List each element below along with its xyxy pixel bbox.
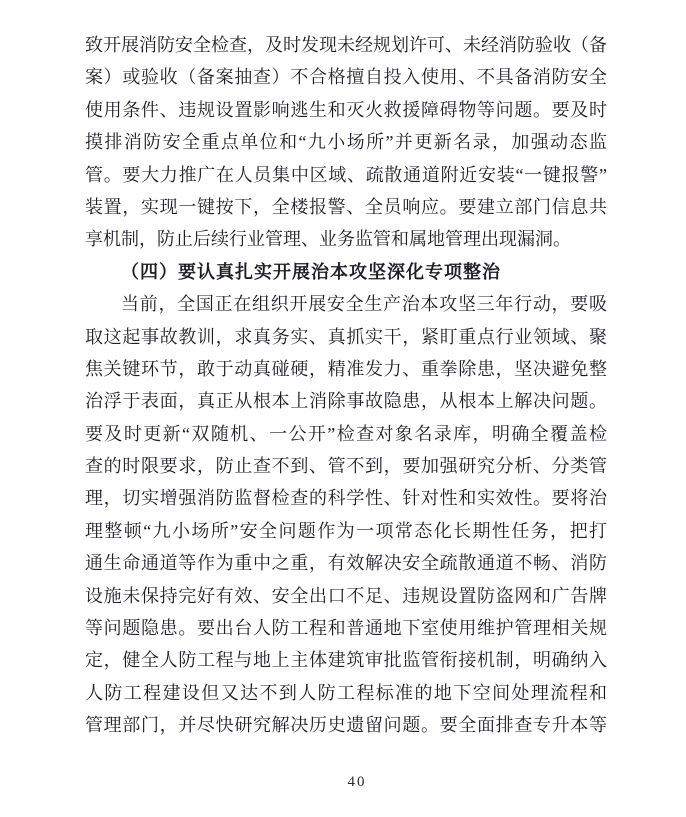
body-text-line: 等问题隐患。要出台人防工程和普通地下室使用维护管理相关规 bbox=[85, 618, 607, 639]
body-text-line: 管。要大力推广在人员集中区域、疏散通道附近安装“一键报警” bbox=[85, 164, 607, 185]
body-text-line: 当前，全国正在组织开展安全生产治本攻坚三年行动，要吸 bbox=[121, 294, 607, 315]
body-text-line: 定，健全人防工程与地上主体建筑审批监管衔接机制，明确纳入 bbox=[85, 650, 607, 671]
body-text-line: 取这起事故教训，求真务实、真抓实干，紧盯重点行业领域、聚 bbox=[85, 326, 607, 347]
body-text-line: 管理部门，并尽快研究解决历史遗留问题。要全面排查专升本等 bbox=[85, 715, 607, 736]
body-text-line: 理整顿“九小场所”安全问题作为一项常态化长期性任务，把打 bbox=[85, 520, 607, 541]
body-text-line: 设施未保持完好有效、安全出口不足、违规设置防盗网和广告牌 bbox=[85, 585, 607, 606]
body-text-line: 享机制，防止后续行业管理、业务监管和属地管理出现漏洞。 bbox=[85, 229, 571, 250]
page-number: 40 bbox=[347, 774, 367, 790]
body-text-line: 通生命通道等作为重中之重，有效解决安全疏散通道不畅、消防 bbox=[85, 553, 607, 574]
body-text-line: 焦关键环节，敢于动真碰硬，精准发力、重拳除患，坚决避免整 bbox=[85, 358, 607, 379]
body-text-line: 查的时限要求，防止查不到、管不到，要加强研究分析、分类管 bbox=[85, 456, 607, 477]
body-text-line: 案）或验收（备案抽查）不合格擅自投入使用、不具备消防安全 bbox=[85, 67, 607, 88]
body-text-line: 摸排消防安全重点单位和“九小场所”并更新名录，加强动态监 bbox=[85, 132, 607, 153]
section-heading: （四）要认真扎实开展治本攻坚深化专项整治 bbox=[121, 261, 501, 282]
body-text-line: 人防工程建设但又达不到人防工程标准的地下空间处理流程和 bbox=[85, 682, 607, 703]
body-text-line: 要及时更新“双随机、一公开”检查对象名录库，明确全覆盖检 bbox=[85, 423, 607, 444]
body-text-line: 致开展消防安全检查，及时发现未经规划许可、未经消防验收（备 bbox=[85, 35, 607, 55]
text-block bbox=[85, 29, 607, 742]
body-text-line: 装置，实现一键按下，全楼报警、全员响应。要建立部门信息共 bbox=[85, 196, 607, 217]
body-text-line: 使用条件、违规设置影响逃生和灭火救援障碍物等问题。要及时 bbox=[85, 99, 607, 120]
body-text-line: 治浮于表面，真正从根本上消除事故隐患，从根本上解决问题。 bbox=[85, 391, 607, 412]
body-text-line: 理，切实增强消防监督检查的科学性、针对性和实效性。要将治 bbox=[85, 488, 607, 509]
